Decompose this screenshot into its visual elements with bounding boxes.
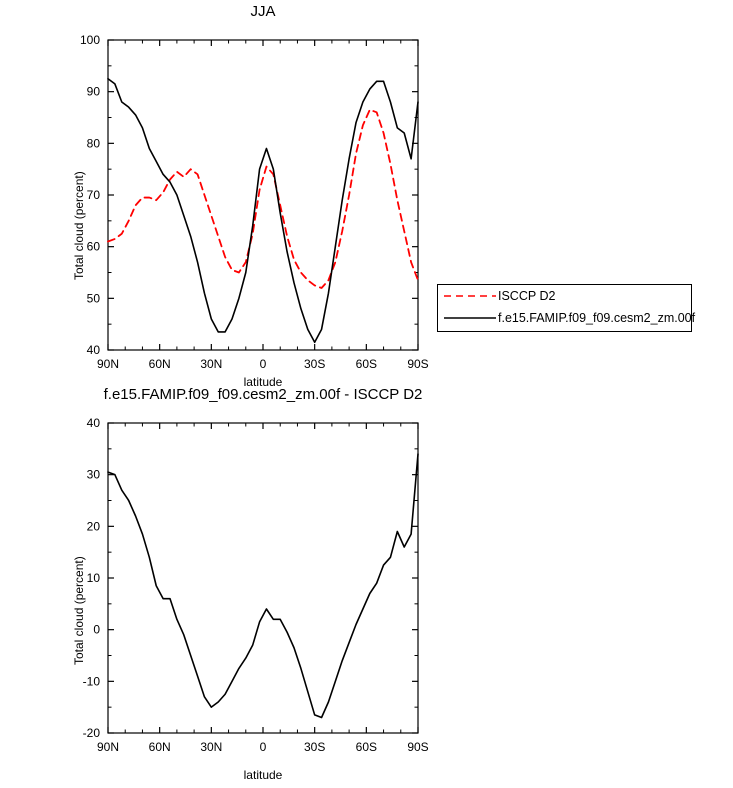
legend-label-isccp: ISCCP D2 [498, 289, 556, 303]
svg-text:60S: 60S [355, 357, 378, 371]
bottom-chart-panel [0, 405, 440, 775]
top-chart-title: JJA [250, 3, 276, 20]
top-chart-panel [0, 20, 440, 390]
bottom-chart-svg [0, 405, 440, 775]
svg-text:20: 20 [86, 519, 100, 534]
svg-text:-20: -20 [82, 726, 100, 740]
legend-swatch-dashed [444, 290, 496, 302]
svg-text:30S: 30S [303, 357, 326, 371]
legend-item-isccp [438, 285, 691, 307]
svg-text:70: 70 [86, 188, 100, 202]
legend-label-model: f.e15.FAMIP.f09_f09.cesm2_zm.00f [498, 311, 696, 325]
svg-text:60N: 60N [148, 740, 171, 754]
bottom-yaxis-label: Total cloud (percent) [72, 556, 86, 665]
svg-text:80: 80 [86, 136, 100, 151]
svg-text:30S: 30S [303, 740, 326, 754]
svg-text:30N: 30N [200, 740, 223, 754]
svg-text:10: 10 [86, 571, 100, 585]
svg-text:0: 0 [93, 622, 100, 637]
svg-text:30: 30 [86, 467, 100, 482]
svg-text:90S: 90S [407, 740, 429, 754]
svg-text:90: 90 [86, 84, 100, 99]
top-xaxis-label: latitude [243, 375, 283, 389]
svg-text:60: 60 [86, 239, 100, 254]
bottom-xaxis-label: latitude [243, 768, 283, 782]
svg-text:100: 100 [79, 33, 100, 47]
svg-text:60N: 60N [148, 357, 171, 371]
svg-text:40: 40 [86, 416, 100, 430]
svg-text:0: 0 [259, 357, 267, 371]
svg-text:90N: 90N [96, 740, 120, 754]
svg-text:40: 40 [86, 343, 100, 357]
svg-text:50: 50 [86, 291, 100, 306]
svg-text:0: 0 [259, 740, 267, 754]
svg-text:60S: 60S [355, 740, 378, 754]
bottom-chart-title: f.e15.FAMIP.f09_f09.cesm2_zm.00f - ISCCP D2 [103, 386, 423, 403]
svg-text:90N: 90N [96, 357, 120, 371]
svg-text:-10: -10 [82, 674, 100, 689]
svg-text:90S: 90S [407, 357, 429, 371]
svg-text:30N: 30N [200, 357, 223, 371]
legend [437, 284, 696, 332]
legend-swatch-solid [444, 312, 496, 324]
top-yaxis-label: Total cloud (percent) [72, 171, 86, 280]
legend-item-model [438, 307, 696, 329]
top-chart-svg [0, 20, 440, 390]
